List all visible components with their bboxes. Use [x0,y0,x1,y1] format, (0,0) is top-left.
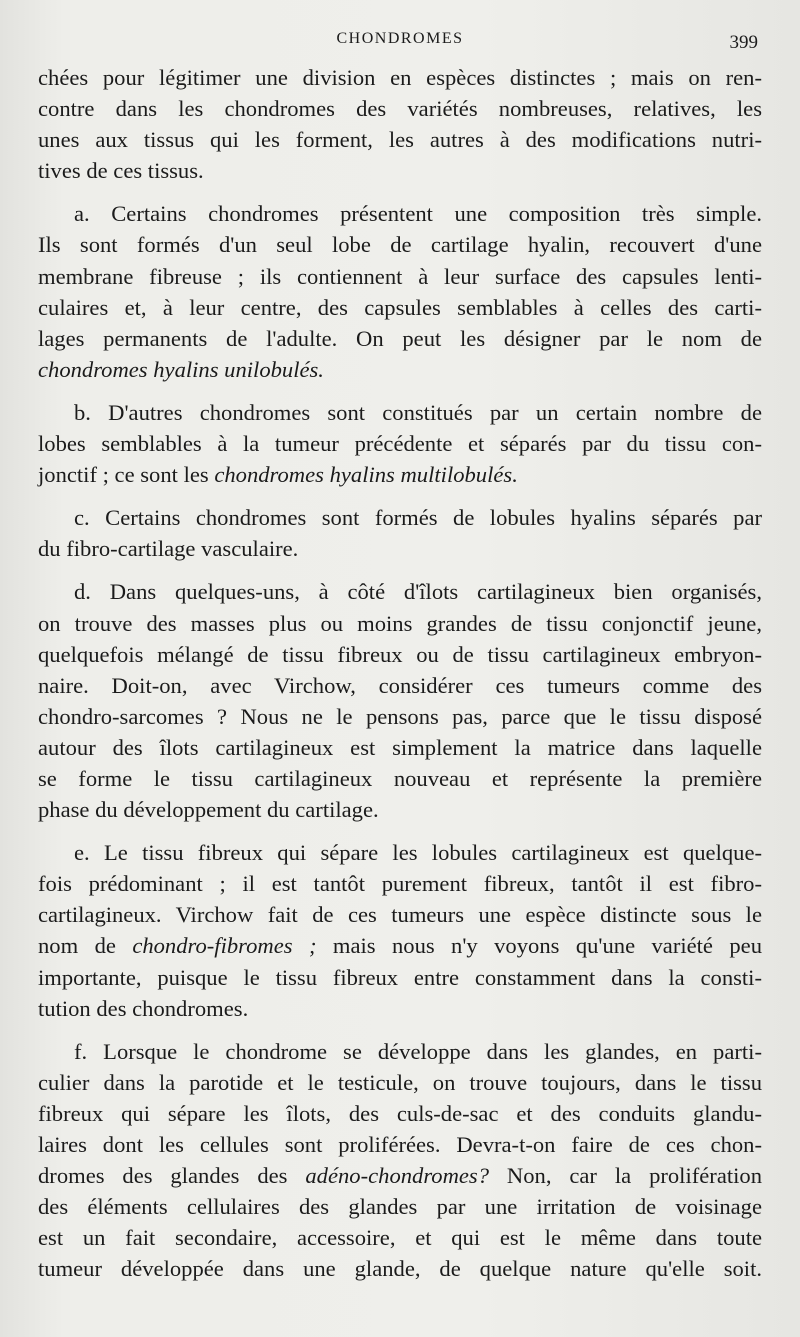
text-line: a. Certains chondromes présentent une composition très simple. [74,201,762,227]
text-line: tumeur développée dans une glande, de quelque nature qu'elle soit. [38,1256,762,1282]
text-line [38,930,762,961]
text-line: importante, puisque le tissu fibreux entre constamment dans la consti- [38,964,762,990]
text-line: c. Certains chondromes sont formés de lobules hyalins séparés par [74,505,762,531]
text-line: phase du développement du cartilage. [38,797,379,823]
text-line: laires dont les cellules sont proliférées. Devra-t-on faire de ces chon- [38,1132,762,1157]
text-line: lobes semblables à la tumeur précédente et séparés par du tissu con- [38,431,762,457]
paragraph-a [38,198,762,385]
page-number: 399 [729,32,758,53]
text-line: on trouve des masses plus ou moins grandes de tissu conjonctif jeune, [38,610,762,636]
italic-term: chondro-fibromes ; [132,933,317,959]
text-line: Ils sont formés d'un seul lobe de cartilage hyalin, recouvert d'une [38,232,762,258]
text-line: e. Le tissu fibreux qui sépare les lobules cartilagineux est quelque- [74,840,762,866]
text-line: fois prédominant ; il est tantôt purement fibreux, tantôt il est fibro- [38,871,762,897]
text-line: chées pour légitimer une division en espèces distinctes ; mais on ren- [38,65,762,90]
text-line: des éléments cellulaires des glandes par une irritation de voisinage [38,1194,762,1220]
text-line: tution des chondromes. [38,995,249,1021]
text-run: jonctif ; ce sont les [38,462,215,488]
italic-term: adéno-chondromes? [305,1163,490,1189]
text-line: chondro-sarcomes ? Nous ne le pensons pas, parce que le tissu disposé [38,703,762,729]
running-head [0,30,800,54]
text-line: lages permanents de l'adulte. On peut les désigner par le nom de [38,325,762,351]
text-line: b. D'autres chondromes sont constitués par un certain nombre de [74,399,762,425]
text-run: dromes des glandes des [38,1163,306,1189]
text-line: naire. Doit-on, avec Virchow, considérer ces tumeurs comme des [38,672,762,698]
text-line: se forme le tissu cartilagineux nouveau et représente la première [38,765,762,791]
text-line: du fibro-cartilage vasculaire. [38,536,299,562]
text-line: f. Lorsque le chondrome se développe dans les glandes, en parti- [74,1038,762,1064]
text-line: culaires et, à leur centre, des capsules semblables à celles des carti- [38,294,762,320]
paragraph-e [38,837,762,1024]
text-line: membrane fibreuse ; ils contiennent à leur surface des capsules lenti- [38,263,762,289]
text-line [38,459,762,490]
text-line: contre dans les chondromes des variétés nombreuses, relatives, les [38,96,762,122]
paragraph-d [38,576,762,825]
text-line: fibreux qui sépare les îlots, des culs-de-sac et des conduits glandu- [38,1100,762,1126]
paragraph-b [38,397,762,490]
text-line [38,1160,762,1191]
text-line: autour des îlots cartilagineux est simplement la matrice dans laquelle [38,734,762,760]
text-line: quelquefois mélangé de tissu fibreux ou de tissu cartilagineux embryon- [38,641,762,667]
paragraph-c [38,502,762,564]
text-run: Non, car la prolifération [489,1163,762,1189]
italic-term: chondromes hyalins multilobulés. [214,462,518,488]
body-text [38,62,762,1284]
text-line: cartilagineux. Virchow fait de ces tumeurs une espèce distincte sous le [38,902,762,928]
text-line: tives de ces tissus. [38,158,204,184]
text-line: unes aux tissus qui les forment, les autres à des modifications nutri- [38,127,762,153]
text-line: culier dans la parotide et le testicule, on trouve toujours, dans le tissu [38,1069,762,1095]
text-line: d. Dans quelques-uns, à côté d'îlots cartilagineux bien organisés, [74,579,762,605]
text-run: mais nous n'y voyons qu'une variété peu [316,933,762,959]
text-line-italic: chondromes hyalins unilobulés. [38,356,324,382]
paragraph-f [38,1036,762,1285]
paragraph-continuation [38,62,762,186]
running-title: CHONDROMES [336,30,464,47]
text-run: nom de [38,933,133,959]
text-line: est un fait secondaire, accessoire, et qui est le même dans toute [38,1225,762,1251]
